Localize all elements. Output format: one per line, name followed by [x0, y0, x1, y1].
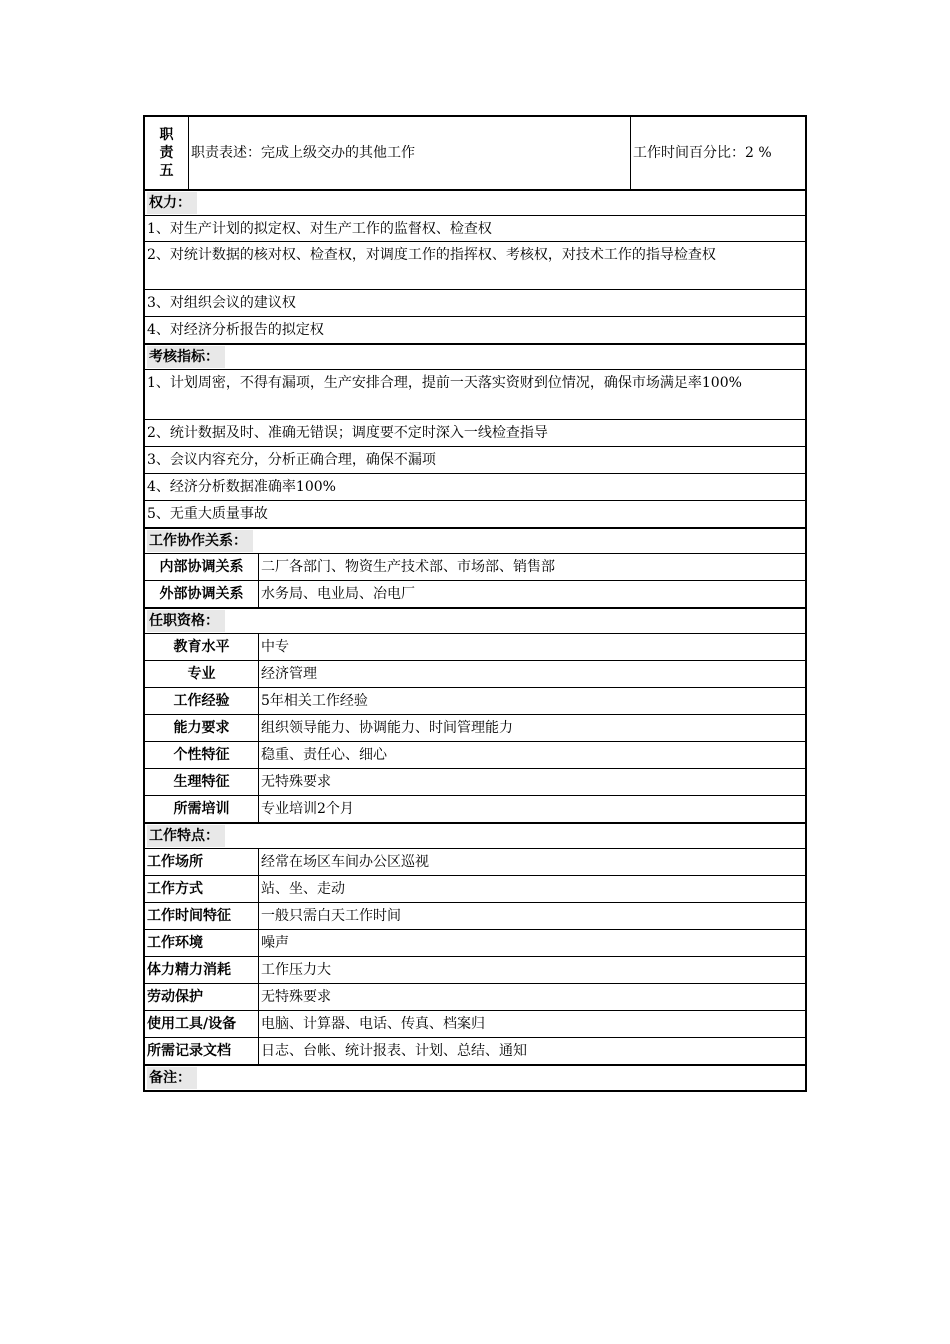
- row-value: 中专: [261, 639, 289, 655]
- section-title: 考核指标：: [147, 346, 225, 368]
- row-label: 专业: [145, 661, 259, 687]
- list-item-text: 2、统计数据及时、准确无错误；调度要不定时深入一线检查指导: [147, 425, 548, 441]
- row-value: 站、坐、走动: [261, 881, 345, 897]
- row-label: 所需记录文档: [145, 1038, 259, 1064]
- row-label: 工作经验: [145, 688, 259, 714]
- section-title: 备注：: [147, 1067, 197, 1089]
- list-item: [145, 215, 805, 241]
- row-label: 工作时间特征: [145, 903, 259, 929]
- row-label: 生理特征: [145, 769, 259, 795]
- row-value: 专业培训2个月: [261, 801, 354, 817]
- table-row: [145, 741, 805, 768]
- row-label: 所需培训: [145, 796, 259, 822]
- list-item: [145, 446, 805, 473]
- row-value: 经常在场区车间办公区巡视: [261, 854, 429, 870]
- table-row: [145, 1037, 805, 1064]
- row-label: 工作场所: [145, 849, 259, 875]
- table-row: [145, 633, 805, 660]
- table-row: [145, 902, 805, 929]
- row-value: 无特殊要求: [261, 989, 331, 1005]
- authority-header: [145, 189, 805, 215]
- row-value: 5年相关工作经验: [261, 693, 368, 709]
- duty-label: [145, 117, 189, 189]
- row-label: 使用工具/设备: [145, 1011, 259, 1037]
- duty-label-char: 五: [159, 163, 174, 179]
- duty-time-percent: 工作时间百分比：2 %: [633, 145, 772, 161]
- row-label: 工作方式: [145, 876, 259, 902]
- row-label: 工作环境: [145, 930, 259, 956]
- row-label: 能力要求: [145, 715, 259, 741]
- row-value: 水务局、电业局、冶电厂: [261, 586, 415, 602]
- list-item: [145, 500, 805, 527]
- list-item: [145, 419, 805, 446]
- table-row: [145, 553, 805, 580]
- table-row: [145, 768, 805, 795]
- features-header: [145, 822, 805, 848]
- row-value: 一般只需白天工作时间: [261, 908, 401, 924]
- row-value: 工作压力大: [261, 962, 331, 978]
- list-item: [145, 316, 805, 343]
- table-row: [145, 848, 805, 875]
- list-item-text: 5、无重大质量事故: [147, 506, 268, 522]
- duty-label-char: 责: [159, 145, 174, 161]
- row-value: 电脑、计算器、电话、传真、档案归: [261, 1016, 485, 1032]
- section-title: 工作特点：: [147, 825, 225, 847]
- row-label: 外部协调关系: [145, 581, 259, 607]
- cooperation-header: [145, 527, 805, 553]
- list-item: [145, 369, 805, 419]
- row-value: 稳重、责任心、细心: [261, 747, 387, 763]
- row-value: 经济管理: [261, 666, 317, 682]
- row-value: 无特殊要求: [261, 774, 331, 790]
- table-row: [145, 580, 805, 607]
- list-item-text: 2、对统计数据的核对权、检查权，对调度工作的指挥权、考核权，对技术工作的指导检查权: [147, 247, 716, 263]
- section-title: 工作协作关系：: [147, 530, 253, 552]
- table-row: [145, 795, 805, 822]
- list-item-text: 4、对经济分析报告的拟定权: [147, 322, 324, 338]
- table-row: [145, 1010, 805, 1037]
- row-value: 噪声: [261, 935, 289, 951]
- list-item: [145, 241, 805, 289]
- row-value: 日志、台帐、统计报表、计划、总结、通知: [261, 1043, 527, 1059]
- table-row: [145, 929, 805, 956]
- table-row: [145, 714, 805, 741]
- list-item: [145, 289, 805, 316]
- row-label: 体力精力消耗: [145, 957, 259, 983]
- section-title: 任职资格：: [147, 610, 225, 632]
- row-label: 教育水平: [145, 634, 259, 660]
- section-title: 权力：: [147, 192, 197, 214]
- notes-header: [145, 1064, 805, 1090]
- list-item-text: 3、会议内容充分，分析正确合理，确保不漏项: [147, 452, 436, 468]
- table-row: [145, 660, 805, 687]
- job-description-table: [143, 115, 807, 1092]
- row-label: 劳动保护: [145, 984, 259, 1010]
- duty-description: 职责表述：完成上级交办的其他工作: [189, 117, 631, 189]
- row-value: 二厂各部门、物资生产技术部、市场部、销售部: [261, 559, 555, 575]
- row-label: 个性特征: [145, 742, 259, 768]
- list-item-text: 1、计划周密，不得有漏项，生产安排合理，提前一天落实资财到位情况，确保市场满足率100%: [147, 375, 742, 391]
- kpi-header: [145, 343, 805, 369]
- row-label: 内部协调关系: [145, 554, 259, 580]
- table-row: [145, 983, 805, 1010]
- table-row: [145, 956, 805, 983]
- table-row: [145, 687, 805, 714]
- duty-row: [145, 117, 805, 189]
- list-item-text: 3、对组织会议的建议权: [147, 295, 296, 311]
- duty-label-char: 职: [159, 127, 174, 143]
- list-item: [145, 473, 805, 500]
- list-item-text: 4、经济分析数据准确率100%: [147, 479, 336, 495]
- row-value: 组织领导能力、协调能力、时间管理能力: [261, 720, 513, 736]
- qualification-header: [145, 607, 805, 633]
- list-item-text: 1、对生产计划的拟定权、对生产工作的监督权、检查权: [147, 220, 492, 237]
- table-row: [145, 875, 805, 902]
